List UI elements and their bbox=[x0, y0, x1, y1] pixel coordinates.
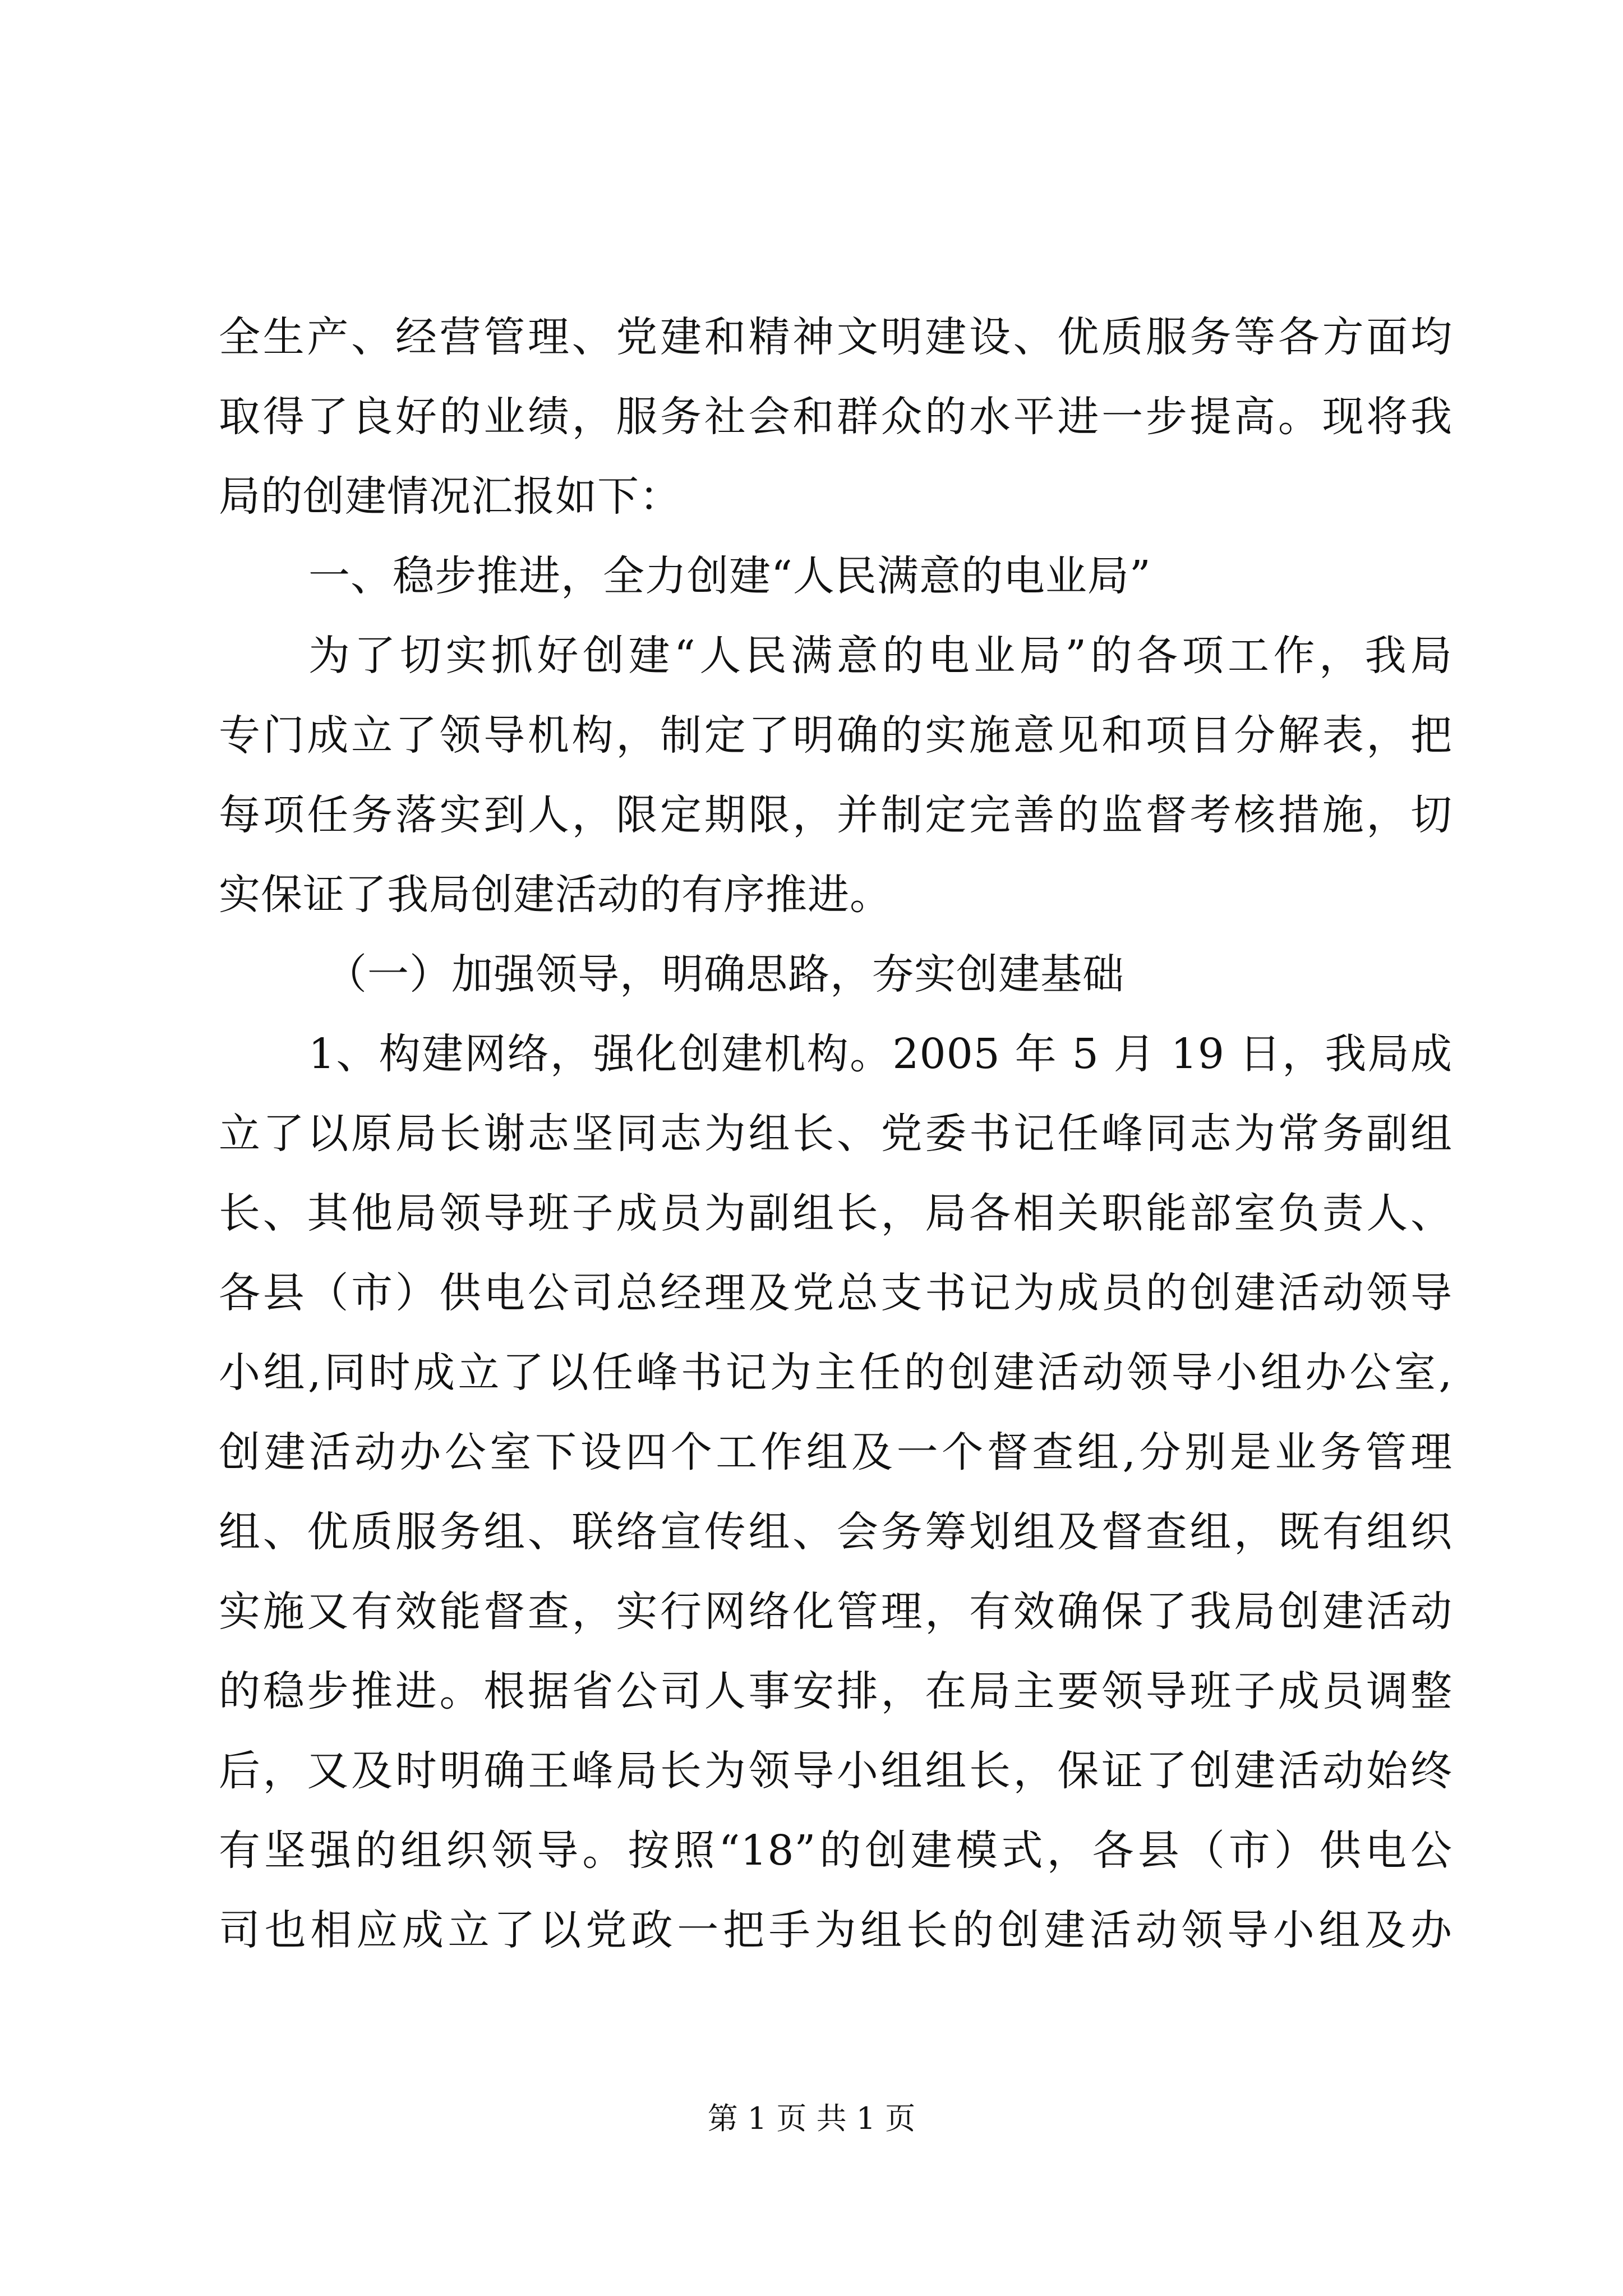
text-line: 有坚强的组织领导。按照“18”的创建模式，各县（市）供电公 bbox=[219, 1826, 1453, 1875]
text-line: 1、构建网络，强化创建机构。2005 年 5 月 19 日，我局成 bbox=[308, 1030, 1453, 1078]
text-line: 各县（市）供电公司总经理及党总支书记为成员的创建活动领导 bbox=[219, 1269, 1453, 1317]
subsection-heading: （一）加强领导，明确思路，夯实创建基础 bbox=[325, 950, 1124, 999]
text-line: 为了切实抓好创建“人民满意的电业局”的各项工作，我局 bbox=[308, 632, 1453, 680]
page-footer bbox=[0, 2099, 1623, 2138]
text-line: 组、优质服务组、联络宣传组、会务筹划组及督查组，既有组织 bbox=[219, 1508, 1453, 1556]
text-line: 司也相应成立了以党政一把手为组长的创建活动领导小组及办 bbox=[219, 1906, 1453, 1954]
text-line: 专门成立了领导机构，制定了明确的实施意见和项目分解表，把 bbox=[219, 711, 1453, 760]
document-body bbox=[219, 297, 1453, 1970]
section-heading: 一、稳步推进，全力创建“人民满意的电业局” bbox=[308, 552, 1151, 600]
text-line: 立了以原局长谢志坚同志为组长、党委书记任峰同志为常务副组 bbox=[219, 1110, 1453, 1158]
text-line: 长、其他局领导班子成员为副组长，局各相关职能部室负责人、 bbox=[219, 1189, 1453, 1237]
text-line: 每项任务落实到人，限定期限，并制定完善的监督考核措施，切 bbox=[219, 791, 1453, 839]
text-line: 的稳步推进。根据省公司人事安排，在局主要领导班子成员调整 bbox=[219, 1667, 1453, 1715]
text-line: 全生产、经营管理、党建和精神文明建设、优质服务等各方面均 bbox=[219, 313, 1453, 361]
text-line: 小组,同时成立了以任峰书记为主任的创建活动领导小组办公室, bbox=[219, 1349, 1453, 1397]
text-line: 后，又及时明确王峰局长为领导小组组长，保证了创建活动始终 bbox=[219, 1747, 1453, 1795]
text-line: 创建活动办公室下设四个工作组及一个督查组,分别是业务管理 bbox=[219, 1428, 1453, 1476]
page-number-label: 第 1 页 共 1 页 bbox=[707, 2101, 916, 2136]
text-line: 实保证了我局创建活动的有序推进。 bbox=[219, 871, 892, 919]
text-line: 实施又有效能督查，实行网络化管理，有效确保了我局创建活动 bbox=[219, 1588, 1453, 1636]
text-line: 局的创建情况汇报如下： bbox=[219, 472, 681, 521]
text-line: 取得了良好的业绩，服务社会和群众的水平进一步提高。现将我 bbox=[219, 393, 1453, 441]
